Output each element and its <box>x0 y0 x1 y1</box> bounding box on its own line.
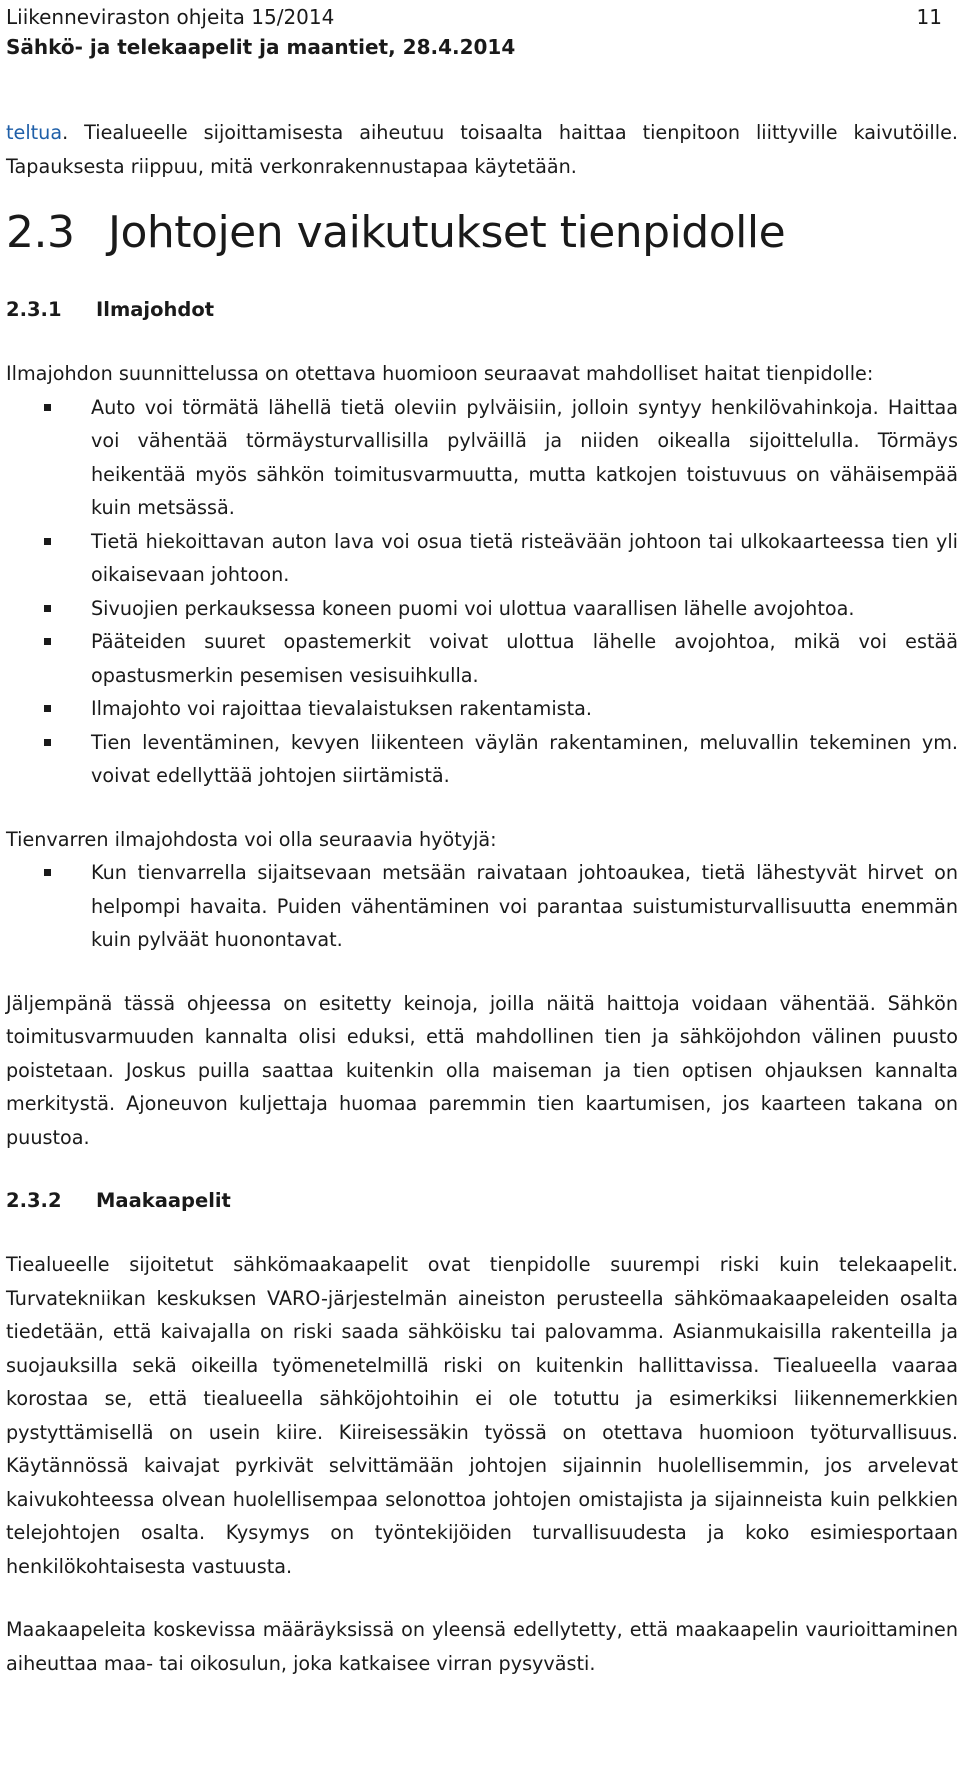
list-item-text: Sivuojien perkauksessa koneen puomi voi ulottua vaarallisen lähelle avojohtoa. <box>91 596 855 620</box>
subsection-heading-ilmajohdot <box>6 295 958 325</box>
list-item-text: Ilmajohto voi rajoittaa tievalaistuksen rakentamista. <box>91 697 593 720</box>
section-title: Johtojen vaikutukset tienpidolle <box>108 207 786 258</box>
bullet-icon <box>44 869 51 876</box>
list-item-text: Auto voi törmätä lähellä tietä oleviin pylväisiin, jolloin syntyy henkilövahinkoja. Haittaa voi vähentää törmäysturvallisilla pylväillä ja niiden oikealla sijoittelulla. Törmäys heikentää myös sähkön toimitusvarmuutta, mutta katkojen toistuvuus on vähäisempää kuin metsässä. <box>91 395 958 519</box>
bullet-icon <box>44 705 51 712</box>
list-item-text: Tietä hiekoittavan auton lava voi osua tietä risteävään johtoon tai ulkokaarteessa tien yli oikaisevaan johtoon. <box>91 529 958 586</box>
subsection-heading-maakaapelit <box>6 1186 958 1216</box>
closing-paragraph: Jäljempänä tässä ohjeessa on esitetty keinoja, joilla näitä haittoja voidaan vähentää. Sähkön toimitusvarmuuden kannalta olisi eduksi, että mahdollinen tien ja sähköjohdon välinen puusto poistetaan. Joskus puilla saattaa kuitenkin olla maiseman ja tien optisen ohjauksen kannalta merkitystä. Ajoneuvon kuljettaja huomaa paremmin tien kaartumisen, jos kaarteen takana on puustoa. <box>6 991 958 1149</box>
bullet-icon <box>44 404 51 411</box>
header-document-title: Sähkö- ja telekaapelit ja maantiet, 28.4.2014 <box>6 35 516 59</box>
intro-text: . Tiealueelle sijoittamisesta aiheutuu toisaalta haittaa tienpitoon liittyville kaivutöille. Tapauksesta riippuu, mitä verkonrakennustapaa käytetään. <box>6 121 958 178</box>
list-item-text: Pääteiden suuret opastemerkit voivat ulottua lähelle avojohtoa, mikä voi estää opastusmerkin pesemisen vesisuihkulla. <box>91 630 958 687</box>
list-item <box>6 592 958 626</box>
list-item <box>6 625 958 692</box>
list-item <box>6 391 958 525</box>
bullet-icon <box>44 538 51 545</box>
section-number: 2.3 <box>6 207 75 258</box>
intro-paragraph <box>6 116 958 183</box>
running-header <box>6 2 515 62</box>
header-publication: Liikenneviraston ohjeita 15/2014 <box>6 5 335 29</box>
subsection-number: 2.3.1 <box>6 298 62 321</box>
maakaapelit-paragraph: Tiealueelle sijoitetut sähkömaakaapelit ovat tienpidolle suurempi riski kuin telekaapelit. Turvatekniikan keskuksen VARO-järjestelmän aineiston perusteella sähkömaakaapeleiden osalta tiedetään, että kaivajalla on riski saada sähköisku tai palovamma. Asianmukaisilla rakenteilla ja suojauksilla sekä oikeilla työmenetelmillä riski on kuitenkin hallittavissa. Tiealueella vaaraa korostaa se, että tiealueella sähköjohtoihin ei ole totuttu ja esimerkiksi liikennemerkkien pystyttämisellä on usein kiire. Kiireisessäkin työssä on otettava huomioon työturvallisuus. Käytännössä kaivajat pyrkivät selvittämään johtojen sijainnin huolellisemmin, jos arvelevat kaivukohteessa olvean huolellisempaa selonottoa johtojen omistajista ja sijainneista kuin pelkkien telejohtojen osalta. Kysymys on työntekijöiden turvallisuudesta ja koko esimiesportaan henkilökohtaisesta vastuusta. <box>6 1253 958 1578</box>
hyodyt-list <box>6 856 958 957</box>
page-body <box>6 116 958 1680</box>
subsection-title: Maakaapelit <box>96 1189 231 1212</box>
haitat-intro: Ilmajohdon suunnittelussa on otettava huomioon seuraavat mahdolliset haitat tienpidolle: <box>6 362 874 385</box>
section-heading <box>6 203 958 263</box>
maakaapelit-paragraph-2: Maakaapeleita koskevissa määräyksissä on yleensä edellytetty, että maakaapelin vaurioittaminen aiheuttaa maa- tai oikosulun, joka katkaisee virran pysyvästi. <box>6 1618 958 1675</box>
list-item-text: Tien leventäminen, kevyen liikenteen väylän rakentaminen, meluvallin tekeminen ym. voivat edellyttää johtojen siirtämistä. <box>91 730 958 787</box>
bullet-icon <box>44 739 51 746</box>
hyodyt-intro: Tienvarren ilmajohdosta voi olla seuraavia hyötyjä: <box>6 827 497 851</box>
list-item <box>6 692 958 726</box>
list-item <box>6 856 958 957</box>
haitat-list <box>6 391 958 793</box>
subsection-title: Ilmajohdot <box>96 298 215 321</box>
subsection-number: 2.3.2 <box>6 1189 62 1212</box>
list-item <box>6 525 958 592</box>
bullet-icon <box>44 638 51 645</box>
list-item <box>6 726 958 793</box>
bullet-icon <box>44 605 51 612</box>
list-item-text: Kun tienvarrella sijaitsevaan metsään raivataan johtoaukea, tietä lähestyvät hirvet on helpompi havaita. Puiden vähentäminen voi parantaa suistumisturvallisuutta enemmän kuin pylväät huonontavat. <box>91 861 958 951</box>
page-number: 11 <box>916 5 942 29</box>
continued-link[interactable]: teltua <box>6 121 63 144</box>
